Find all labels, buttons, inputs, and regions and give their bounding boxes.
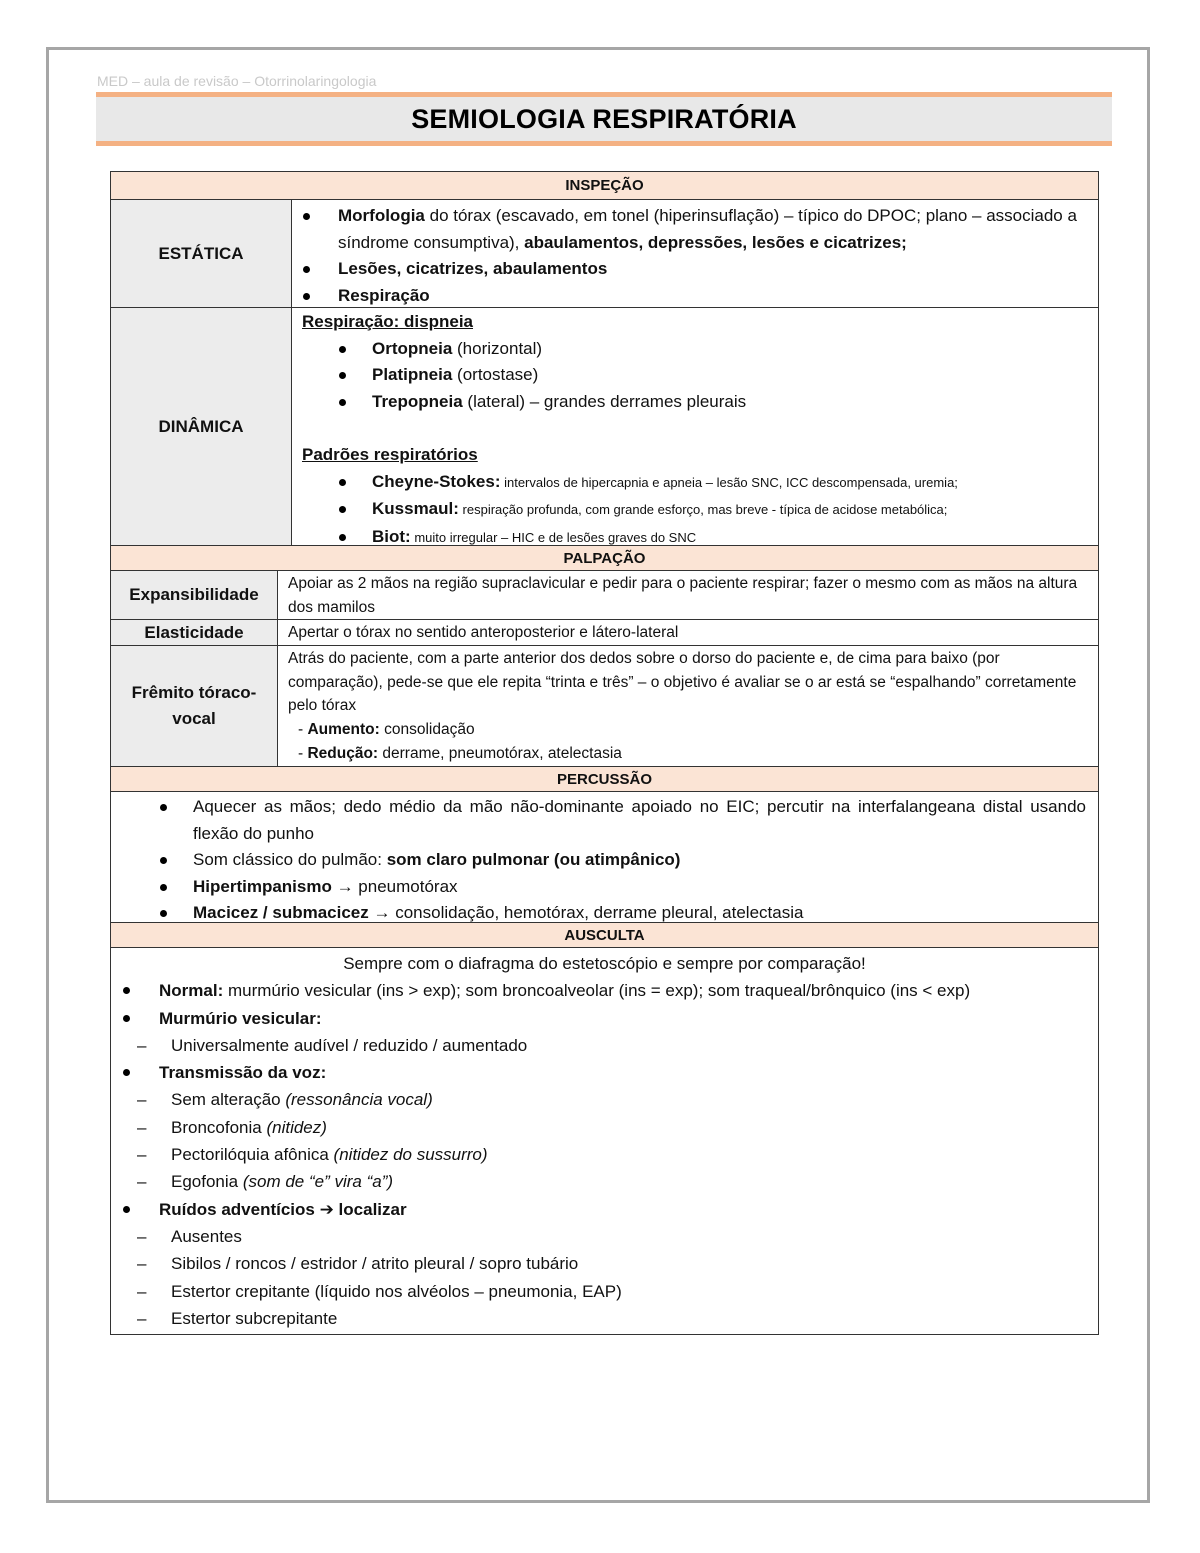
list-item: – Pectorilóquia afônica (nitidez do sussurro) — [159, 1141, 1086, 1168]
content-elasticidade: Apertar o tórax no sentido anteroposterior e látero-lateral — [288, 624, 679, 641]
fremito-reducao: - Redução: derrame, pneumotórax, atelectasia — [298, 744, 622, 762]
content-expansibilidade: Apoiar as 2 mãos na região supraclavicular e pedir para o paciente respirar; fazer o mesmo com as mãos na altura dos mamilos — [288, 575, 1078, 616]
fremito-text: Atrás do paciente, com a parte anterior dos dedos sobre o dorso do paciente e, de cima para baixo (por comparação), pede-se que ele repita “trinta e três” – o objetivo é avaliar se o ar está se “espalhando” corretamente pelo tórax — [288, 650, 1077, 715]
content-fremito — [278, 646, 1098, 766]
dispneia-title: Respiração: dispneia — [302, 312, 474, 331]
row-estatica — [111, 200, 1098, 308]
content-percussao — [111, 792, 1098, 927]
list-item: Aquecer as mãos; dedo médio da mão não-dominante apoiado no EIC; percutir na interfalangeana distal usando flexão do punho — [193, 794, 1086, 847]
label-expansibilidade: Expansibilidade — [111, 571, 278, 619]
bullet-icon — [123, 1206, 130, 1213]
list-item: – Universalmente audível / reduzido / aumentado — [159, 1032, 1086, 1059]
label-estatica: ESTÁTICA — [111, 200, 292, 307]
list-item: Respiração — [338, 283, 1088, 310]
bullet-icon — [339, 372, 346, 379]
content-dinamica — [292, 308, 1098, 545]
bullet-icon — [303, 213, 310, 220]
bullet-icon — [123, 1015, 130, 1022]
bullet-icon — [160, 884, 167, 891]
bullet-icon — [339, 534, 346, 541]
bullet-icon — [339, 346, 346, 353]
section-header-percussao: PERCUSSÃO — [111, 767, 1098, 792]
list-item: Hipertimpanismo → pneumotórax — [193, 874, 1086, 901]
row-dinamica — [111, 308, 1098, 546]
label-dinamica: DINÂMICA — [111, 308, 292, 545]
bullet-icon — [303, 293, 310, 300]
bullet-icon — [339, 506, 346, 513]
list-item: – Sem alteração (ressonância vocal) — [159, 1086, 1086, 1113]
list-item: – Estertor crepitante (líquido nos alvéolos – pneumonia, EAP) — [159, 1278, 1086, 1305]
dash-icon: – — [137, 1226, 147, 1246]
list-item: Kussmaul: respiração profunda, com grande esforço, mas breve - típica de acidose metabólica; — [372, 496, 1088, 524]
row-fremito — [111, 646, 1098, 767]
section-header-ausculta: AUSCULTA — [111, 923, 1098, 948]
dash-icon: – — [137, 1172, 147, 1192]
bullet-icon — [123, 1069, 130, 1076]
dash-icon: – — [137, 1281, 147, 1301]
ausculta-intro: Sempre com o diafragma do estetoscópio e sempre por comparação! — [343, 954, 866, 973]
list-item: Cheyne-Stokes: intervalos de hipercapnia e apneia – lesão SNC, ICC descompensada, uremia; — [372, 469, 1088, 497]
page-header: MED – aula de revisão – Otorrinolaringologia — [97, 73, 377, 89]
row-percussao — [111, 792, 1098, 923]
list-item: Ruídos adventícios ➔ localizar — [159, 1196, 1086, 1223]
row-expansibilidade — [111, 571, 1098, 620]
list-item: Transmissão da voz: — [159, 1059, 1086, 1086]
bullet-icon — [339, 399, 346, 406]
list-item: Trepopneia (lateral) – grandes derrames pleurais — [372, 389, 1088, 416]
semiology-table — [110, 171, 1099, 1335]
bullet-icon — [160, 804, 167, 811]
dash-icon: – — [137, 1117, 147, 1137]
bullet-icon — [160, 857, 167, 864]
list-item: – Egofonia (som de “e” vira “a”) — [159, 1168, 1086, 1195]
padroes-title: Padrões respiratórios — [302, 445, 478, 464]
list-item: – Sibilos / roncos / estridor / atrito pleural / sopro tubário — [159, 1250, 1086, 1277]
content-estatica — [292, 200, 1098, 307]
fremito-aumento: - Aumento: consolidação — [298, 721, 475, 739]
page-title: SEMIOLOGIA RESPIRATÓRIA — [411, 103, 797, 134]
title-bar — [96, 92, 1112, 146]
dash-icon: – — [137, 1035, 147, 1055]
list-item: Som clássico do pulmão: som claro pulmonar (ou atimpânico) — [193, 847, 1086, 874]
section-header-palpacao: PALPAÇÃO — [111, 546, 1098, 571]
bullet-icon — [160, 910, 167, 917]
bullet-icon — [303, 266, 310, 273]
dash-icon: – — [137, 1254, 147, 1274]
label-fremito: Frêmito tóraco-vocal — [111, 646, 278, 766]
dash-icon: – — [137, 1308, 147, 1328]
dash-icon: – — [137, 1090, 147, 1110]
list-item: – Broncofonia (nitidez) — [159, 1114, 1086, 1141]
list-item: Morfologia do tórax (escavado, em tonel (hiperinsuflação) – típico do DPOC; plano – associado a síndrome consumptiva), abaulamentos, depressões, lesões e cicatrizes; — [338, 203, 1088, 256]
list-item: – Estertor subcrepitante — [159, 1305, 1086, 1332]
list-item: Normal: murmúrio vesicular (ins > exp); som broncoalveolar (ins = exp); som traqueal/brônquico (ins < exp) — [159, 977, 1086, 1004]
section-header-inspecao: INSPEÇÃO — [111, 172, 1098, 200]
dash-icon: – — [137, 1145, 147, 1165]
list-item: Lesões, cicatrizes, abaulamentos — [338, 256, 1088, 283]
list-item: Biot: muito irregular – HIC e de lesões graves do SNC — [372, 524, 1088, 552]
content-ausculta — [111, 948, 1098, 1334]
label-elasticidade: Elasticidade — [111, 620, 278, 645]
row-elasticidade — [111, 620, 1098, 646]
list-item: Macicez / submacicez → consolidação, hemotórax, derrame pleural, atelectasia — [193, 900, 1086, 927]
list-item: Murmúrio vesicular: — [159, 1005, 1086, 1032]
bullet-icon — [123, 987, 130, 994]
list-item: – Ausentes — [159, 1223, 1086, 1250]
list-item: Ortopneia (horizontal) — [372, 336, 1088, 363]
list-item: Platipneia (ortostase) — [372, 362, 1088, 389]
bullet-icon — [339, 479, 346, 486]
